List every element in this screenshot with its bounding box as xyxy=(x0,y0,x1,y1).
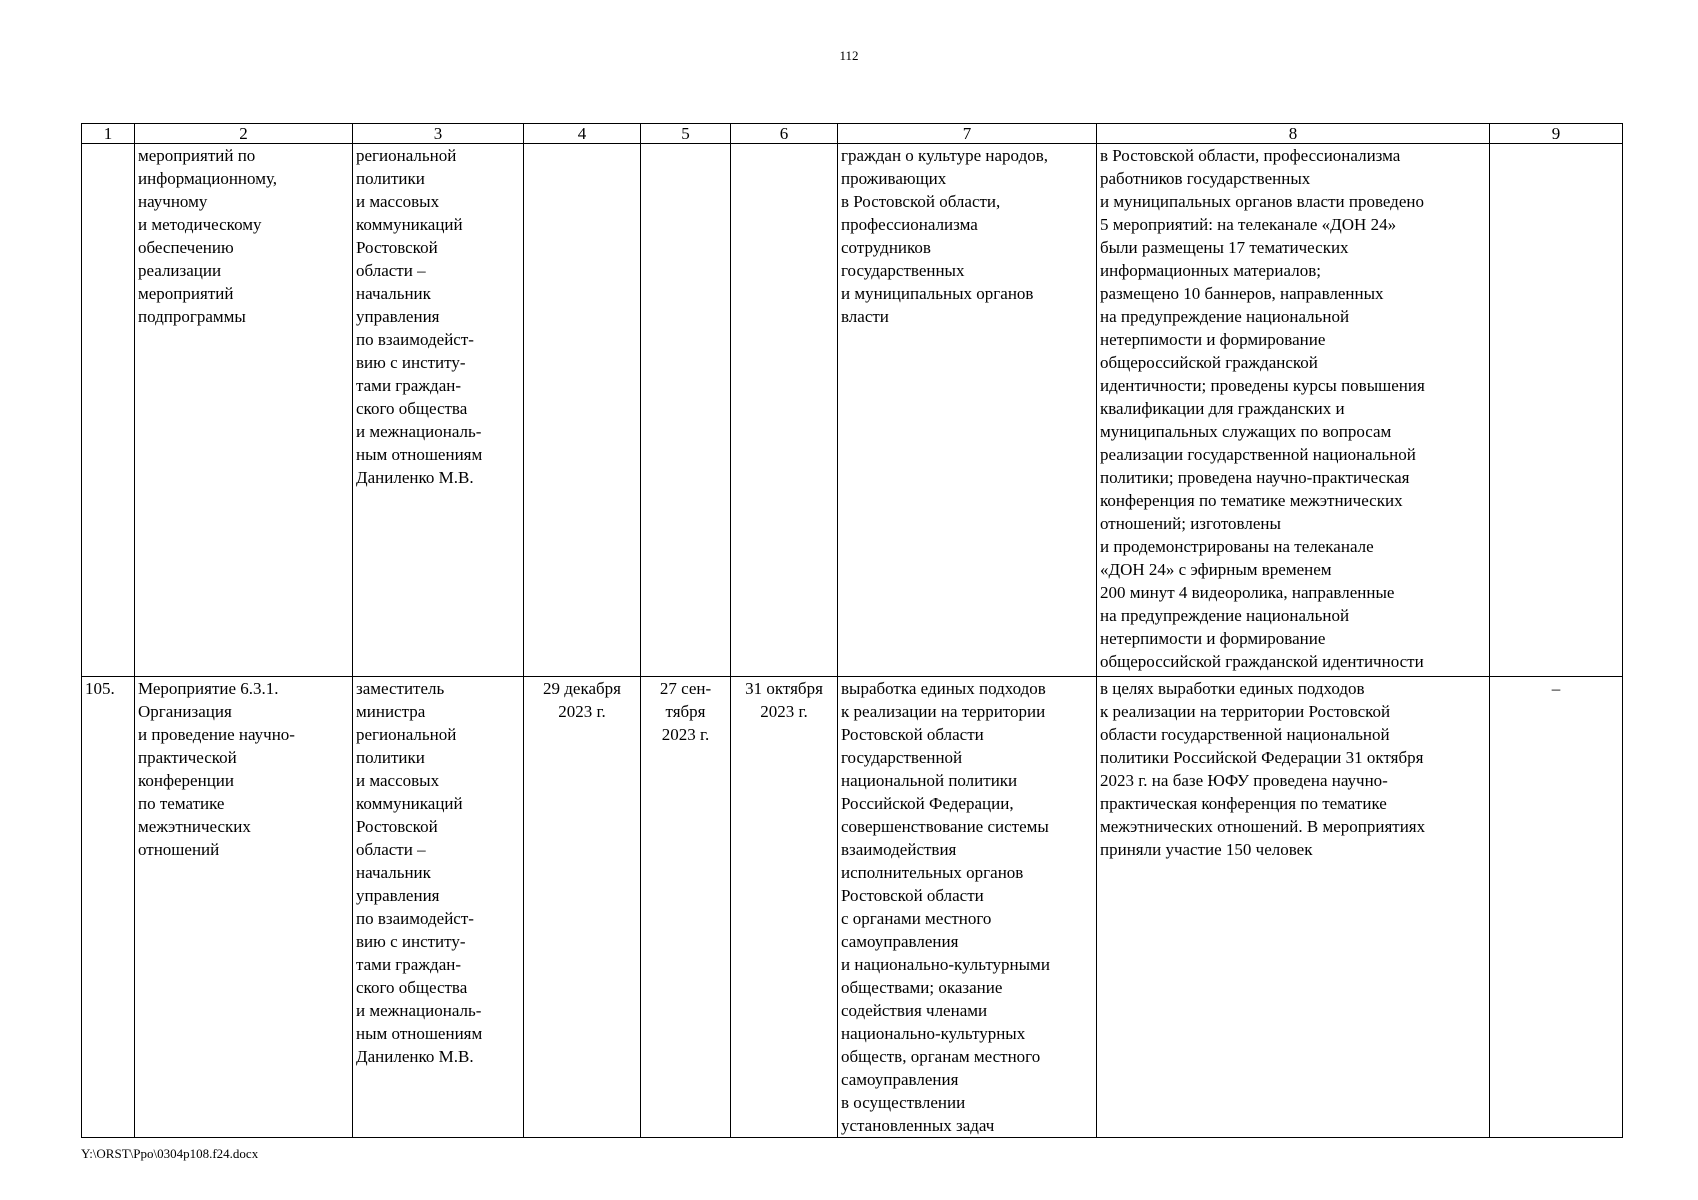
column-header: 6 xyxy=(731,124,838,144)
end-date: 31 октября 2023 г. xyxy=(745,679,823,721)
table-row xyxy=(82,677,1623,1138)
table-header-row xyxy=(82,124,1623,144)
responsible-cell xyxy=(353,144,524,677)
responsible-person: заместитель министра региональной политики и массовых коммуникаций Ростовской области – начальник управления по взаимодейст- вию с институ- тами граждан- ского общества и межнациональ- ным отношениям Даниленко М.В. xyxy=(356,679,483,1066)
actual-result-cell xyxy=(1097,677,1490,1138)
column-header: 9 xyxy=(1490,124,1623,144)
actual-result: в Ростовской области, профессионализма работников государственных и муниципальных органов власти проведено 5 мероприятий: на телеканале «ДОН 24» были размещены 17 тематических информационных материалов; размещено 10 баннеров, направленных на предупреждение национальной нетерпимости и формирование общероссийской гражданской идентичности; проведены курсы повышения квалификации для гражданских и муниципальных служащих по вопросам реализации государственной национальной политики; проведена научно-практическая конференция по тематике межэтнических отношений; изготовлены и продемонстрированы на телеканале «ДОН 24» с эфирным временем 200 минут 4 видеоролика, направленные на предупреждение национальной нетерпимости и формирование общероссийской гражданской идентичности xyxy=(1100,146,1425,671)
event-name-cell xyxy=(135,144,353,677)
event-name-cell xyxy=(135,677,353,1138)
expected-result-cell xyxy=(838,144,1097,677)
column-header: 7 xyxy=(838,124,1097,144)
column-header: 8 xyxy=(1097,124,1490,144)
column-header: 3 xyxy=(353,124,524,144)
page-number: 112 xyxy=(839,48,859,63)
end-date-cell xyxy=(731,144,838,677)
column-header: 2 xyxy=(135,124,353,144)
row-number-cell xyxy=(82,144,135,677)
end-date-cell xyxy=(731,677,838,1138)
column-header: 1 xyxy=(82,124,135,144)
expected-result: выработка единых подходов к реализации на территории Ростовской области государственной национальной политики Российской Федерации, совершенствование системы взаимодействия исполнительных органов Ростовской области с органами местного самоуправления и национально-культурными обществами; оказание содействия членами национально-культурных обществ, органам местного самоуправления в осуществлении установленных задач xyxy=(841,679,1050,1135)
row-number: 105. xyxy=(85,679,115,698)
responsible-person: региональной политики и массовых коммуникаций Ростовской области – начальник управления по взаимодейст- вию с институ- тами граждан- ского общества и межнациональ- ным отношениям Даниленко М.В. xyxy=(356,146,483,487)
notes-cell xyxy=(1490,677,1623,1138)
row-number-cell xyxy=(82,677,135,1138)
start-date-cell xyxy=(641,677,731,1138)
notes-cell xyxy=(1490,144,1623,677)
planned-date-cell xyxy=(524,677,641,1138)
table-row xyxy=(82,144,1623,677)
footer-file-path: Y:\ORST\Ppo\0304p108.f24.docx xyxy=(81,1146,259,1161)
planned-date: 29 декабря 2023 г. xyxy=(543,679,621,721)
actual-result: в целях выработки единых подходов к реализации на территории Ростовской области государственной национальной политики Российской Федерации 31 октября 2023 г. на базе ЮФУ проведена научно- практическая конференция по тематике межэтнических отношений. В мероприятиях приняли участие 150 человек xyxy=(1100,679,1426,859)
responsible-cell xyxy=(353,677,524,1138)
event-name: мероприятий по информационному, научному и методическому обеспечению реализации мероприятий подпрограммы xyxy=(138,146,278,326)
expected-result: граждан о культуре народов, проживающих в Ростовской области, профессионализма сотрудников государственных и муниципальных органов власти xyxy=(841,146,1048,326)
notes: – xyxy=(1551,679,1561,698)
column-header: 4 xyxy=(524,124,641,144)
start-date: 27 сен- тября 2023 г. xyxy=(659,679,712,744)
planned-date-cell xyxy=(524,144,641,677)
expected-result-cell xyxy=(838,677,1097,1138)
report-table xyxy=(81,123,1623,1138)
actual-result-cell xyxy=(1097,144,1490,677)
start-date-cell xyxy=(641,144,731,677)
event-name: Мероприятие 6.3.1. Организация и проведение научно- практической конференции по тематике межэтнических отношений xyxy=(138,679,295,859)
column-header: 5 xyxy=(641,124,731,144)
